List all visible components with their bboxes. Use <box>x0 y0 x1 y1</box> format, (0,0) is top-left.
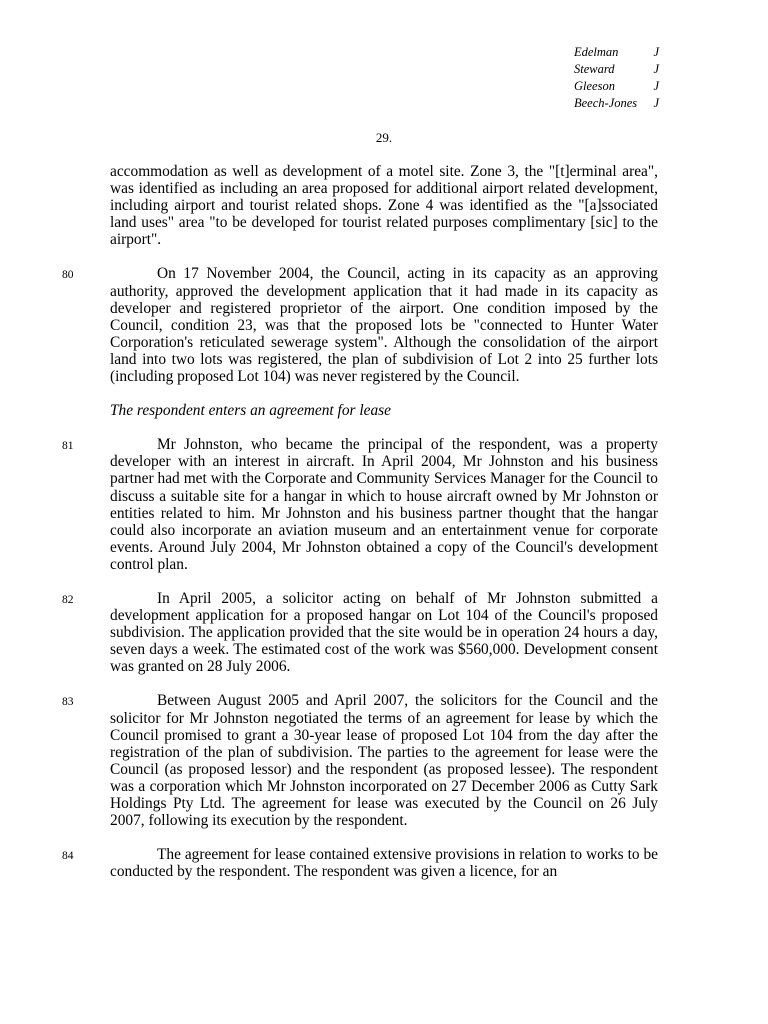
judge-name: Beech-Jones <box>574 96 638 110</box>
judge-title: J <box>653 45 659 59</box>
paragraph-number: 81 <box>62 440 74 453</box>
paragraph-number: 83 <box>62 696 74 709</box>
judge-title: J <box>653 79 659 93</box>
judge-row <box>574 95 659 112</box>
paragraph-number: 80 <box>62 269 74 282</box>
judgment-body <box>62 163 658 897</box>
judge-row <box>574 61 659 78</box>
paragraph-83 <box>62 692 658 830</box>
judge-name: Steward <box>574 62 615 76</box>
paragraph-text: In April 2005, a solicitor acting on behalf of Mr Johnston submitted a development application for a proposed hangar on Lot 104 of the Council's proposed subdivision. The application provided that the site would be in operation 24 hours a day, seven days a week. The estimated cost of the work was $560,000. Development consent was granted on 28 July 2006. <box>110 589 658 676</box>
paragraph-81 <box>62 436 658 573</box>
judge-row <box>574 78 659 95</box>
paragraph-82 <box>62 589 658 676</box>
judge-row <box>574 44 659 61</box>
judge-name: Edelman <box>574 45 619 59</box>
paragraph-text: On 17 November 2004, the Council, acting in its capacity as an approving authority, approved the development application that it had made in its capacity as developer and registered proprietor of the airport. One condition imposed by the Council, condition 23, was that the proposed lots be "connected to Hunter Water Corporation's reticulated sewerage system". Although the consolidation of the airport land into two lots was registered, the plan of subdivision of Lot 2 into 25 further lots (including proposed Lot 104) was never registered by the Council. <box>110 265 658 386</box>
judge-title: J <box>653 96 659 110</box>
paragraph-text: Between August 2005 and April 2007, the solicitors for the Council and the solicitor for Mr Johnston negotiated the terms of an agreement for lease by which the Council promised to grant a 30-year lease of proposed Lot 104 from the day after the registration of the plan of subdivision. The parties to the agreement for lease were the Council (as proposed lessor) and the respondent (as proposed lessee). The respondent was a corporation which Mr Johnston incorporated on 27 December 2006 as Cutty Sark Holdings Pty Ltd. The agreement for lease was executed by the Council on 26 July 2007, following its execution by the respondent. <box>110 692 658 830</box>
judges-block <box>574 44 659 112</box>
paragraph-84 <box>62 846 658 881</box>
page-number: 29. <box>375 130 393 145</box>
paragraph-80 <box>62 265 658 386</box>
paragraph-number: 82 <box>62 593 74 606</box>
continuation-paragraph: accommodation as well as development of a motel site. Zone 3, the "[t]erminal area", was identified as including an area proposed for additional airport related development, including airport and tourist related shops. Zone 4 was identified as the "[a]ssociated land uses" area "to be developed for tourist related purposes complimentary [sic] to the airport". <box>110 163 658 249</box>
judge-name: Gleeson <box>574 79 615 93</box>
paragraph-number: 84 <box>62 850 74 863</box>
judge-title: J <box>653 62 659 76</box>
paragraph-text: The agreement for lease contained extensive provisions in relation to works to be conducted by the respondent. The respondent was given a licence, for an <box>110 846 658 881</box>
section-heading: The respondent enters an agreement for lease <box>110 402 391 420</box>
paragraph-text: Mr Johnston, who became the principal of the respondent, was a property developer with an interest in aircraft. In April 2004, Mr Johnston and his business partner had met with the Corporate and Community Services Manager for the Council to discuss a suitable site for a hangar in which to house aircraft owned by Mr Johnston or entities related to him. Mr Johnston and his business partner thought that the hangar could also incorporate an aviation museum and an entertainment venue for corporate events. Around July 2004, Mr Johnston obtained a copy of the Council's development control plan. <box>110 436 658 573</box>
